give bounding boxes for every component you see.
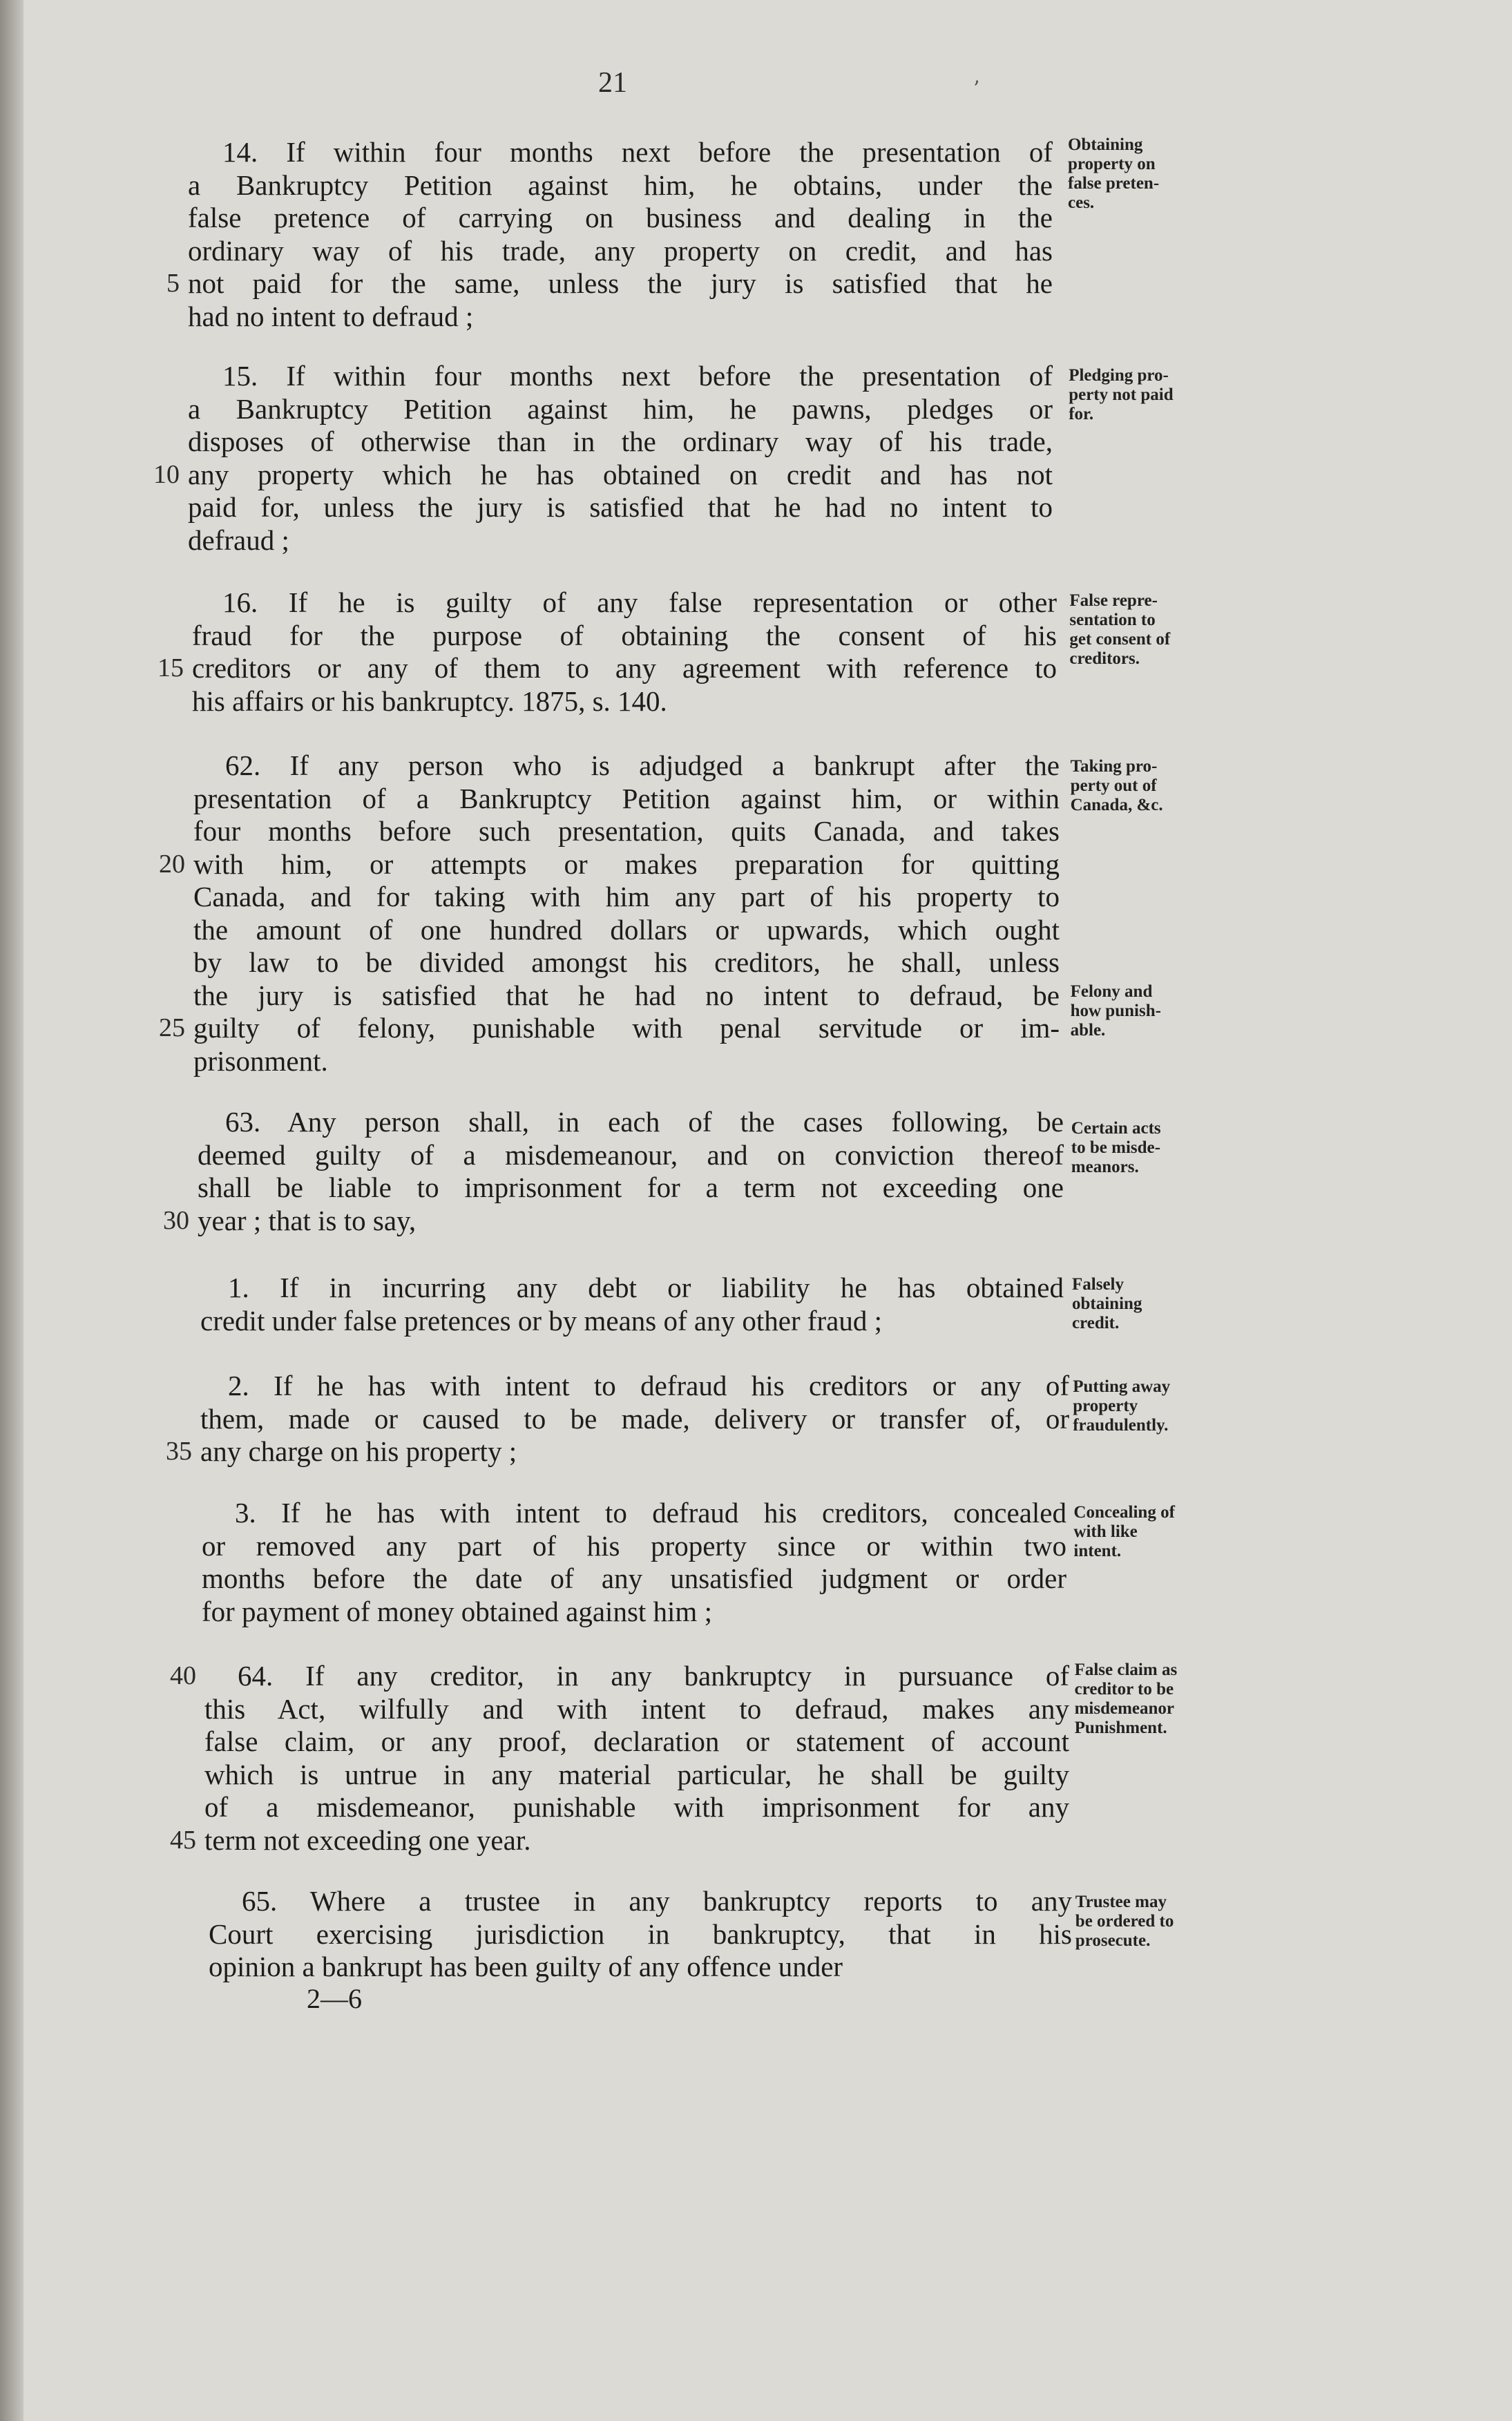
text-line: 14. If within four months next before the presentation of <box>222 136 1053 168</box>
margin-note: prosecute. <box>1075 1931 1151 1950</box>
text-line: of a misdemeanor, punishable with imprisonment for any <box>204 1791 1069 1823</box>
margin-note: Putting away <box>1073 1377 1171 1396</box>
text-line: 63. Any person shall, in each of the cases following, be <box>225 1106 1064 1138</box>
margin-note: meanors. <box>1071 1158 1139 1176</box>
text-line: disposes of otherwise than in the ordinary way of his trade, <box>188 425 1053 457</box>
margin-note: Falsely <box>1072 1275 1124 1294</box>
margin-note: obtaining <box>1072 1294 1142 1313</box>
text-line: false claim, or any proof, declaration or statement of account <box>204 1725 1069 1757</box>
text-line: any property which he has obtained on credit and has not <box>188 458 1053 490</box>
text-line: 1. If in incurring any debt or liability he has obtained <box>228 1272 1064 1303</box>
text-line: the jury is satisfied that he had no intent to defraud, be <box>193 979 1060 1011</box>
binding-gutter <box>0 0 23 2421</box>
text-line: term not exceeding one year. <box>204 1824 531 1856</box>
text-line: creditors or any of them to any agreement with reference to <box>192 652 1057 684</box>
text-line: the amount of one hundred dollars or upwards, which ought <box>193 913 1060 946</box>
margin-note: creditor to be <box>1074 1680 1174 1698</box>
margin-note: able. <box>1070 1021 1106 1040</box>
margin-note: creditors. <box>1069 649 1140 668</box>
line-number: 5 <box>166 269 180 298</box>
margin-note: property <box>1073 1397 1138 1415</box>
text-line: fraud for the purpose of obtaining the consent of his <box>192 619 1057 651</box>
text-line: guilty of felony, punishable with penal servitude or im- <box>193 1012 1060 1044</box>
margin-note: get consent of <box>1069 630 1171 649</box>
margin-note: False repre- <box>1069 591 1158 610</box>
text-line: 62. If any person who is adjudged a bankrupt after the <box>225 749 1060 781</box>
text-line: opinion a bankrupt has been guilty of any offence under <box>209 1951 843 1982</box>
text-line: them, made or caused to be made, delivery or transfer of, or <box>200 1402 1069 1435</box>
text-line: with him, or attempts or makes preparation for quitting <box>193 848 1060 880</box>
margin-note: Concealing of <box>1073 1503 1175 1522</box>
text-line: 16. If he is guilty of any false representation or other <box>222 586 1057 618</box>
margin-note: with like <box>1073 1522 1138 1541</box>
text-line: credit under false pretences or by means of any other fraud ; <box>200 1304 883 1337</box>
line-number: 35 <box>166 1437 192 1466</box>
margin-note: credit. <box>1072 1314 1120 1332</box>
text-line: had no intent to defraud ; <box>188 300 474 332</box>
text-line: Court exercising jurisdiction in bankruptcy, that in his <box>209 1917 1072 1950</box>
text-line: not paid for the same, unless the jury is satisfied that he <box>188 267 1053 299</box>
stray-mark: ʼ <box>973 77 979 102</box>
text-line: 65. Where a trustee in any bankruptcy reports to any <box>242 1885 1072 1917</box>
margin-note: Felony and <box>1070 982 1153 1001</box>
margin-note: Taking pro- <box>1070 757 1158 776</box>
line-number: 30 <box>163 1205 189 1235</box>
text-line: a Bankruptcy Petition against him, he pawns, pledges or <box>188 392 1053 425</box>
margin-note: property on <box>1068 155 1156 173</box>
text-line: 15. If within four months next before the presentation of <box>222 360 1053 392</box>
text-line: prisonment. <box>193 1044 328 1077</box>
line-number: 15 <box>157 653 184 682</box>
text-line: deemed guilty of a misdemeanour, and on conviction thereof <box>198 1138 1064 1171</box>
text-line: a Bankruptcy Petition against him, he obtains, under the <box>188 169 1053 201</box>
margin-note: false preten- <box>1068 174 1160 193</box>
text-line: or removed any part of his property since or within two <box>202 1529 1066 1562</box>
signature-mark: 2—6 <box>307 1983 362 2014</box>
margin-note: Trustee may <box>1075 1893 1167 1911</box>
margin-note: intent. <box>1073 1542 1122 1560</box>
text-line: by law to be divided amongst his creditors, he shall, unless <box>193 946 1060 978</box>
line-number: 40 <box>170 1661 196 1690</box>
margin-note: Canada, &c. <box>1070 796 1163 814</box>
text-line: this Act, wilfully and with intent to defraud, makes any <box>204 1692 1069 1725</box>
line-number: 20 <box>159 849 185 879</box>
text-line: four months before such presentation, quits Canada, and takes <box>193 815 1060 847</box>
text-line: ordinary way of his trade, any property on credit, and has <box>188 234 1053 267</box>
margin-note: for. <box>1069 405 1094 423</box>
text-line: months before the date of any unsatisfied judgment or order <box>202 1562 1066 1594</box>
margin-note: Pledging pro- <box>1069 366 1169 385</box>
text-line: 3. If he has with intent to defraud his creditors, concealed <box>235 1497 1066 1529</box>
line-number: 10 <box>153 459 180 489</box>
text-line: presentation of a Bankruptcy Petition against him, or within <box>193 782 1060 814</box>
line-number: 45 <box>170 1825 196 1855</box>
margin-note: Punishment. <box>1074 1719 1167 1737</box>
text-line: any charge on his property ; <box>200 1435 517 1467</box>
text-line: shall be liable to imprisonment for a term not exceeding one <box>198 1171 1064 1203</box>
margin-note: misdemeanor <box>1074 1699 1175 1718</box>
text-line: defraud ; <box>188 524 289 556</box>
text-line: 64. If any creditor, in any bankruptcy in pursuance of <box>238 1660 1069 1692</box>
text-line: which is untrue in any material particular, he shall be guilty <box>204 1758 1069 1790</box>
margin-note: fraudulently. <box>1073 1416 1169 1435</box>
margin-note: False claim as <box>1074 1661 1178 1679</box>
margin-note: how punish- <box>1070 1002 1161 1020</box>
text-line: 2. If he has with intent to defraud his creditors or any of <box>228 1370 1069 1401</box>
margin-note: be ordered to <box>1075 1912 1174 1931</box>
margin-note: perty out of <box>1070 776 1157 795</box>
margin-note: sentation to <box>1069 611 1156 629</box>
margin-note: perty not paid <box>1069 385 1174 404</box>
page-number: 21 <box>598 67 627 99</box>
text-line: year ; that is to say, <box>198 1204 417 1236</box>
margin-note: ces. <box>1068 193 1095 212</box>
text-line: Canada, and for taking with him any part of his property to <box>193 881 1060 912</box>
line-number: 25 <box>159 1013 185 1042</box>
text-line: for payment of money obtained against him ; <box>202 1595 712 1627</box>
text-line: his affairs or his bankruptcy. 1875, s. 140. <box>192 685 667 717</box>
text-line: paid for, unless the jury is satisfied that he had no intent to <box>188 491 1053 523</box>
margin-note: to be misde- <box>1071 1138 1160 1157</box>
margin-note: Certain acts <box>1071 1119 1161 1138</box>
margin-note: Obtaining <box>1068 135 1143 154</box>
text-line: false pretence of carrying on business and dealing in the <box>188 202 1053 233</box>
